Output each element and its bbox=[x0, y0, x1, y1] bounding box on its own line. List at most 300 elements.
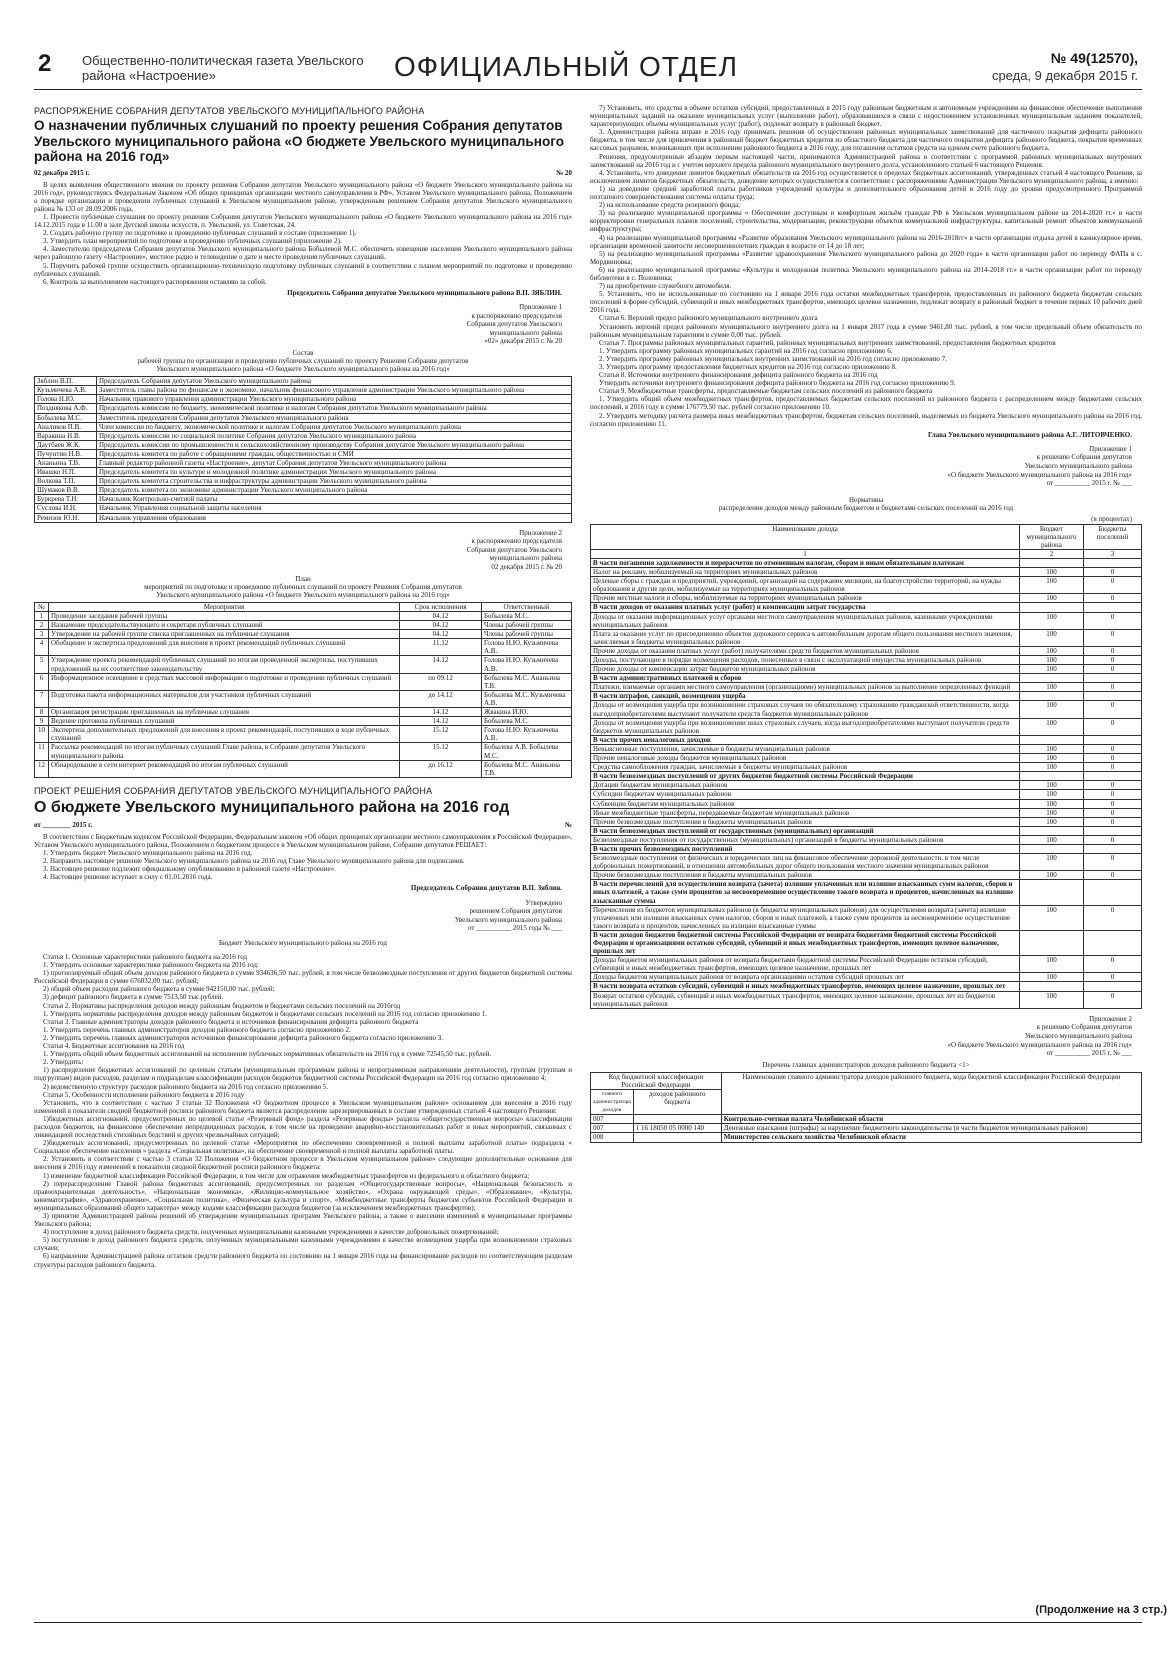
norm-row bbox=[591, 692, 1142, 701]
norm-row bbox=[591, 735, 1142, 744]
a1h-line: Приложение 1 bbox=[519, 302, 562, 311]
norm-cell: Доходы от оказания информационных услуг органами местного самоуправления муниципальных районов, казенными учреждениями муниципальных районов bbox=[591, 612, 1020, 629]
norm-row bbox=[591, 744, 1142, 753]
norm-cell: Доходы бюджетов муниципальных районов от возврата бюджетами бюджетной системы Российской Федерации остатков субсидий, субвенций и иных межбюджетных трансфертов, имеющих целевое назначение, прошлых лет bbox=[591, 956, 1020, 973]
member-row-cell: Председатель комитета по экономике администрации Увельского муниципального района bbox=[97, 486, 572, 495]
d1p-line: 5. Поручить рабочей группе осуществить организационно-техническую подготовку публичных слушаний в соответствии с планом мероприятий по подготовке и проведению публичных слушаний. bbox=[34, 261, 572, 278]
plan-header-cell: Срок исполнения bbox=[400, 602, 482, 611]
admin-row-cell bbox=[633, 1115, 721, 1124]
member-row bbox=[35, 459, 572, 468]
d1p-line: 3. Утвердить план мероприятий по подготовке и проведению публичных слушаний (приложение 2). bbox=[43, 237, 342, 246]
norm-cell: 100 bbox=[1020, 754, 1084, 763]
member-row-cell: Начальник Контрольно-счетной палаты bbox=[97, 495, 572, 504]
plan-row-cell: Бобылева М.С. Кузьмичева А.В. bbox=[482, 690, 572, 707]
plan-row-cell: 8 bbox=[35, 708, 49, 717]
norm-row bbox=[591, 603, 1142, 612]
member-row-cell: Ремизов Ю.Н. bbox=[35, 513, 97, 522]
norm-cell: 100 bbox=[1020, 629, 1084, 646]
right-body bbox=[590, 104, 1142, 428]
norm-cell: Плата за оказание услуг по присоединению объектов дорожного сервиса к автомобильным дорогам общего пользования местного значения, зачисляемая в бюджеты муниципальных районов bbox=[591, 629, 1020, 646]
plan-row bbox=[35, 743, 572, 760]
norm-cell: 100 bbox=[1020, 905, 1084, 930]
member-row-cell: Буркрева Т.Н. bbox=[35, 495, 97, 504]
member-row bbox=[35, 404, 572, 413]
plan-row-cell: 15.12 bbox=[400, 726, 482, 743]
member-row-cell: Председатель комитета по культуре и молодежной политике администрации Увельского муниципального района bbox=[97, 468, 572, 477]
norm-cell: 0 bbox=[1084, 817, 1142, 826]
a2t-line: План bbox=[295, 574, 311, 583]
d2b-line: 2) перераспределение Главой района бюджетных ассигнований, предусмотренных по разделам «Общегосударственные вопросы», «Национальная безопасность и правоохранительная деятельность», «Национальная экономика», «Жилищно-коммунальное хозяйство», «Охрана окружающей среды», «Образование», «Культура, кинематография», «Здравоохранение», «Социальная политика», «Физическая культура и спорт», «Межбюджетные трансферты бюджетам субъектов Российской Федерации и муниципальных образований общего характера» между кодами классификации расходов бюджетов (за исключением межбюджетных трансфертов); bbox=[34, 1179, 572, 1212]
norm-cell: Целевые сборы с граждан и предприятий, учреждений, организаций на содержание милиции, на благоустройство территорий, на нужды образования и другие цели, мобилизуемые на территориях муниципальных районов bbox=[591, 577, 1020, 594]
admin-row-cell: 007 bbox=[591, 1124, 634, 1133]
member-row-cell: Кузьмичева А.В. bbox=[35, 386, 97, 395]
plan-table bbox=[34, 602, 572, 778]
app1-title bbox=[34, 349, 572, 373]
norm-cell: 0 bbox=[1084, 701, 1142, 718]
norm-row bbox=[591, 568, 1142, 577]
d2b-line: 1)бюджетных ассигнований, предусмотренных по целевой статье «Резервный фонд» раздела «Резервные фонды» раздела «общегосударственные вопросы» классификации расходов бюджетов, на финансовое обеспечение непредвиденных расходов, в том числе на проведение аварийно-восстановительных работ и иных мероприятий, связанных с ликвидацией последствий стихийных бедствий и других чрезвычайных ситуаций; bbox=[34, 1114, 572, 1140]
norm-cell: 100 bbox=[1020, 956, 1084, 973]
norm-cell: 0 bbox=[1084, 799, 1142, 808]
norm-cell bbox=[1020, 558, 1084, 567]
norm-row bbox=[591, 854, 1142, 871]
plan-row-cell: Утверждение на рабочей группе списка приглашенных на публичные слушания bbox=[49, 630, 400, 639]
norm-cell: 0 bbox=[1084, 781, 1142, 790]
d2p-line: В соответствии с Бюджетным кодексом Российской Федерации, Федеральным законом «Об общих принципах организации местного самоуправления в Российской Федерации», Уставом Увельского муниципального района, Положением о бюджетном процессе в Увельском муниципальном районе, Собрание депутатов РЕШАЕТ: bbox=[34, 832, 572, 849]
norm-cell: 100 bbox=[1020, 594, 1084, 603]
d2p-line: 3. Настоящее решение подлежит официальному опубликованию в районной газете «Настроение». bbox=[43, 865, 336, 874]
admin-row-cell bbox=[633, 1133, 721, 1142]
doc1-number: № 20 bbox=[556, 168, 572, 177]
norm-cell bbox=[1084, 880, 1142, 905]
member-row bbox=[35, 422, 572, 431]
member-row-cell: Ананьина Т.В. bbox=[35, 459, 97, 468]
member-row-cell: Начальник правового управления администрации Увельского муниципального района bbox=[97, 395, 572, 404]
d2b-line: 2. Утвердить: bbox=[43, 1058, 84, 1067]
norm-cell: 100 bbox=[1020, 656, 1084, 665]
plan-row bbox=[35, 708, 572, 717]
rb-line: 5. Установить, что не использованные по состоянию на 1 января 2016 года остатки межбюджетных трансфертов, предоставленных из районного бюджета бюджетам сельских поселений в форме субсидий, субвенций и иных межбюджетных трансфертов, имеющих целевое назначение, подлежат возврату в районный бюджет в течение первых 10 рабочих дней 2016 года. bbox=[590, 290, 1142, 315]
admin-row bbox=[591, 1133, 1142, 1142]
plan-row-cell: Члены рабочей группы bbox=[482, 621, 572, 630]
norm-row bbox=[591, 826, 1142, 835]
norm-cell: 100 bbox=[1020, 744, 1084, 753]
plan-row-cell: 11 bbox=[35, 743, 49, 760]
norm-row bbox=[591, 835, 1142, 844]
app1-header bbox=[34, 303, 562, 346]
norm-cell bbox=[1020, 930, 1084, 955]
plan-row-cell: Бобылева А.В. Бобылева М.С. bbox=[482, 743, 572, 760]
norm-cell: 100 bbox=[1020, 646, 1084, 655]
member-row-cell: Председатель комиссии по промышленности и сельскохозяйственному производству Собрания депутатов Увельского муниципального района bbox=[97, 440, 572, 449]
rb-line: Статья 7. Программы районных муниципальных гарантий, районных муниципальных внутренних заимствований, предоставления бюджетных кредитов bbox=[599, 338, 1056, 347]
r2h-line: «О бюджете Увельского муниципального района на 2016 год» bbox=[947, 1040, 1132, 1049]
plan-header-cell: Мероприятия bbox=[49, 602, 400, 611]
norm-cell: 100 bbox=[1020, 568, 1084, 577]
rb-line: 1) на доведение средней заработной платы работников учреждений культуры и дополнительного образования детей в 2016 году до уровня предусмотренного Программой поэтапного совершенствования системы оплаты труда; bbox=[590, 184, 1142, 202]
member-row bbox=[35, 504, 572, 513]
norm-cell: 0 bbox=[1084, 991, 1142, 1008]
norm-cell: Возврат остатков субсидий, субвенций и иных межбюджетных трансфертов, имеющих целевое назначение, прошлых лет из бюджетов муниципальных районов bbox=[591, 991, 1020, 1008]
norm-row bbox=[591, 594, 1142, 603]
norm-row bbox=[591, 629, 1142, 646]
norm-cell: 0 bbox=[1084, 744, 1142, 753]
norm-cell: В части прочих безвозмездных поступлений bbox=[591, 844, 1020, 853]
norm-cell: 100 bbox=[1020, 701, 1084, 718]
norms-number-cell: 3 bbox=[1084, 549, 1142, 558]
norm-cell bbox=[1020, 844, 1084, 853]
rb-line: 7) на приобретение служебного автомобиля. bbox=[599, 282, 732, 291]
member-row-cell: Председатель Собрания депутатов Увельского муниципального района bbox=[97, 377, 572, 386]
doc1-paragraphs bbox=[34, 181, 572, 286]
plan-row-cell: 10 bbox=[35, 726, 49, 743]
admin-row-cell: Министерство сельского хозяйства Челябинской области bbox=[721, 1133, 1141, 1142]
norm-row bbox=[591, 577, 1142, 594]
a2h-line: Собрания депутатов Увельского bbox=[466, 545, 562, 554]
rb-line: Установить верхний предел районного муниципального внутреннего долга на 1 января 2017 года в сумме 9461,80 тыс. рублей, в том числе предельный объем обязательств по районным муниципальным гарантиям в сумме 0,00 тыс. рублей. bbox=[590, 322, 1142, 339]
a2h-line: муниципального района bbox=[489, 554, 562, 563]
norm-row bbox=[591, 646, 1142, 655]
member-row-cell: Заместитель главы района по финансам и экономике, начальник финансового управления администрации Увельского муниципального района bbox=[97, 386, 572, 395]
plan-row-cell: 9 bbox=[35, 717, 49, 726]
d2b-line: Статья 1. Основные характеристики районного бюджета на 2016 год bbox=[43, 953, 248, 961]
member-row-cell: Зяблин В.П. bbox=[35, 377, 97, 386]
norm-cell: 0 bbox=[1084, 835, 1142, 844]
d2b-line: 3) дефицит районного бюджета в сумме 7513,50 тыс.рублей. bbox=[43, 993, 224, 1002]
norm-cell bbox=[1020, 735, 1084, 744]
norm-cell: Невыясненные поступления, зачисляемые в бюджеты муниципальных районов bbox=[591, 744, 1020, 753]
norm-cell bbox=[1084, 735, 1142, 744]
admin-row-cell: 008 bbox=[591, 1133, 634, 1142]
norm-cell: Средства самообложения граждан, зачисляемые в бюджеты муниципальных районов bbox=[591, 763, 1020, 772]
plan-row-cell: Голова Н.Ю. Кузьмичева А.В. bbox=[482, 726, 572, 743]
plan-row bbox=[35, 656, 572, 673]
admin-row-cell: 007 bbox=[591, 1115, 634, 1124]
d2b-line: 2) общий объем расходов районного бюджета в сумме 942150,00 тыс. рублей; bbox=[43, 985, 275, 994]
doc1-dateline bbox=[34, 169, 572, 177]
plan-row-cell: 1 bbox=[35, 612, 49, 621]
member-row bbox=[35, 440, 572, 449]
d2p-line: 4. Настоящее решение вступает в силу с 01.01.2016 года. bbox=[43, 873, 213, 882]
plan-row-cell: 04.12 bbox=[400, 621, 482, 630]
plan-row-cell: Ведение протокола публичных слушаний bbox=[49, 717, 400, 726]
d2b-line: 2)бюджетных ассигнований, предусмотренных по целевой статье «Мероприятия по обеспечению своевременной и полной выплаты заработной платы» подраздела « Социальное обеспечение населения » раздела «Социальная политика», на обеспечение своевременной и полной выплаты заработной платы. bbox=[34, 1139, 572, 1156]
norm-row bbox=[591, 930, 1142, 955]
norm-cell: 0 bbox=[1084, 871, 1142, 880]
norm-cell bbox=[1020, 880, 1084, 905]
norm-cell: 100 bbox=[1020, 612, 1084, 629]
d2b-line: 1. Утвердить общий объем бюджетных ассигнований на исполнение публичных нормативных обязательств на 2016 год в сумме 72545,50 тыс. рублей. bbox=[43, 1050, 492, 1059]
plan-row-cell: 3 bbox=[35, 630, 49, 639]
admin-row bbox=[591, 1124, 1142, 1133]
d2b-line: 1. Утвердить нормативы распределения доходов между районным бюджетом и бюджетами сельских поселений на 2016 год согласно приложению 1. bbox=[43, 1009, 487, 1018]
plan-row-cell: Подготовка пакета информационных материалов для участников публичных слушаний bbox=[49, 690, 400, 707]
doc1-title: О назначении публичных слушаний по проекту решения Собрания депутатов Увельского муниципального района «О бюджете Увельского муниципального района на 2016 год» bbox=[34, 118, 565, 164]
app2-title bbox=[34, 575, 572, 599]
plan-row-cell: Обнародование в сети интернет рекомендаций по итогам публичных слушаний bbox=[49, 760, 400, 777]
member-row-cell: Даутбаев Ж.К. bbox=[35, 440, 97, 449]
rb-line: 1. Утвердить программу районных муниципальных гарантий на 2016 год согласно приложению 6. bbox=[599, 346, 893, 355]
member-row-cell: Председатель комиссии по бюджету, экономической политике и налогам Собрания депутатов Увельского муниципального района bbox=[97, 404, 572, 413]
norm-cell: 0 bbox=[1084, 956, 1142, 973]
member-row-cell: Бобылева М.С. bbox=[35, 413, 97, 422]
member-row-cell: Суслова И.Н. bbox=[35, 504, 97, 513]
norm-cell: 0 bbox=[1084, 594, 1142, 603]
norm-cell bbox=[1084, 844, 1142, 853]
a1h-line: «02» декабря 2015 г. № 20 bbox=[484, 337, 562, 346]
norm-cell: 0 bbox=[1084, 718, 1142, 735]
plan-row-cell: 11.12 bbox=[400, 639, 482, 656]
r1h-line: к решению Собрания депутатов bbox=[1036, 453, 1132, 462]
plan-row-cell: до 16.12 bbox=[400, 760, 482, 777]
norm-cell: Безвозмездные поступления от физических и юридических лиц на финансовое обеспечение дорожной деятельности, в том числе добровольных пожертвований, в отношении автомобильных дорог общего пользования местного значения муниципальных районов bbox=[591, 854, 1020, 871]
d2b-line: 1) распределение бюджетных ассигнований по целевым статьям (муниципальным программам района и непрограммным направлениям деятельности), группам (группам и подгруппам) видов расходов, разделам и подразделам классификации расходов бюджетов бюджетной системы Российской Федерации на 2016 год согласно приложению 4; bbox=[34, 1066, 572, 1083]
appr-line: от __________ 2015 года № ___ bbox=[467, 924, 562, 933]
d2b-line: Статья 2. Нормативы распределения доходов между районным бюджетом и бюджетами сельских поселений на 2016год bbox=[43, 1001, 401, 1010]
norm-cell: 0 bbox=[1084, 854, 1142, 871]
rb-line: 2. Утвердить программу районных муниципальных внутренних заимствований на 2016 год согласно приложению 7. bbox=[599, 354, 947, 363]
plan-row-cell: 6 bbox=[35, 673, 49, 690]
r1h-line: Приложение 1 bbox=[1089, 444, 1132, 453]
norm-cell: 0 bbox=[1084, 790, 1142, 799]
r1h-line: от __________ 2015 г. № ___ bbox=[1046, 479, 1132, 488]
d2p-line: 2. Направить настоящее решение Увельского муниципального района на 2016 год Главе Увельского муниципального района для подписания. bbox=[43, 857, 465, 866]
norm-cell: Прочие местные налоги и сборы, мобилизуемые на территориях муниципальных районов bbox=[591, 594, 1020, 603]
member-row bbox=[35, 449, 572, 458]
member-row bbox=[35, 477, 572, 486]
norm-row bbox=[591, 683, 1142, 692]
member-row-cell: Член комиссии по бюджету, экономической политике и налогам Собрания депутатов Увельского муниципального района bbox=[97, 422, 572, 431]
plan-row-cell: Жвакина И.Ю. bbox=[482, 708, 572, 717]
plan-row-cell: по 09.12 bbox=[400, 673, 482, 690]
norm-cell: Налог на рекламу, мобилизуемый на территориях муниципальных районов bbox=[591, 568, 1020, 577]
admin-row-cell: Контрольно-счетная палата Челябинской области bbox=[721, 1115, 1141, 1124]
member-row bbox=[35, 495, 572, 504]
rb-line: 4. Установить, что доведение лимитов бюджетных обязательств на 2016 год осуществляется в пределах бюджетных ассигнований, утвержденных статьей 4 настоящего Решения, за исключением лимитов бюджетных обязательств, доведение которых осуществляется в соответствии с распоряжениями Администрации Увельского муниципального района, а именно: bbox=[590, 168, 1142, 185]
admin-c1: главного администратора доходов bbox=[591, 1090, 634, 1115]
plan-row-cell: Бобылева М.С. Ананьина Т.В. bbox=[482, 673, 572, 690]
member-row bbox=[35, 468, 572, 477]
members-table bbox=[34, 376, 572, 523]
norms-title bbox=[590, 496, 1142, 512]
plan-row bbox=[35, 639, 572, 656]
a1h-line: к распоряжению председателя bbox=[471, 311, 562, 320]
plan-row-cell: 04.12 bbox=[400, 630, 482, 639]
issue-date: среда, 9 декабря 2015 г. bbox=[991, 68, 1138, 83]
budget-body bbox=[34, 953, 572, 1269]
r1h-line: «О бюджете Увельского муниципального района на 2016 год» bbox=[947, 470, 1132, 479]
norm-cell bbox=[1084, 674, 1142, 683]
norm-row bbox=[591, 982, 1142, 991]
norm-cell: 0 bbox=[1084, 683, 1142, 692]
masthead bbox=[34, 38, 1142, 90]
norm-cell: Иные межбюджетные трансферты, передаваемые бюджетам муниципальных районов bbox=[591, 808, 1020, 817]
norm-cell: 0 bbox=[1084, 646, 1142, 655]
norms-table bbox=[590, 524, 1142, 1009]
rb-line: 2) на использование средств резервного фонда; bbox=[599, 201, 741, 210]
plan-row-cell: Члены рабочей группы bbox=[482, 630, 572, 639]
norm-row bbox=[591, 973, 1142, 982]
d2b-line: 5) поступление в доход районного бюджета средств, полученных муниципальными казенными учреждениями в качестве возмещения ущерба при возникновении страховых случаев; bbox=[34, 1236, 572, 1253]
nt-line: распределения доходов между районным бюджетом и бюджетами сельских поселений на 2016 год bbox=[718, 503, 1014, 512]
norm-cell: 0 bbox=[1084, 612, 1142, 629]
norm-row bbox=[591, 754, 1142, 763]
issue-number: № 49(12570), bbox=[1050, 50, 1138, 66]
rb-line: 2. Утвердить методику расчета размера иных межбюджетных трансфертов, бюджетам сельских поселений, выделяемых из бюджета Увельского муниципального района на 2016 год, согласно приложению 11. bbox=[590, 411, 1142, 428]
doc1-signature: Председатель Собрания депутатов Увельского муниципального района В.П. ЗЯБЛИН. bbox=[287, 288, 562, 297]
appr-line: решением Собрания депутатов bbox=[469, 907, 562, 916]
member-row-cell: Ивашко Н.П. bbox=[35, 468, 97, 477]
norm-cell: 0 bbox=[1084, 808, 1142, 817]
footer-rule bbox=[34, 1622, 1142, 1623]
member-row-cell: Аналиков П.В. bbox=[35, 422, 97, 431]
r2h-line: Приложение 2 bbox=[1089, 1014, 1132, 1023]
a2h-line: 02 декабря 2015 г. № 20 bbox=[491, 563, 562, 572]
norm-cell: Доходы от возмещения ущерба при возникновении иных страховых случаев, когда выгодоприобретателями выступают получатели средств бюджетов муниципальных районов bbox=[591, 718, 1020, 735]
member-row bbox=[35, 513, 572, 522]
doc2-paragraphs bbox=[34, 833, 572, 882]
admin-row-cell: 1 16 18050 05 0000 140 bbox=[633, 1124, 721, 1133]
plan-row bbox=[35, 726, 572, 743]
norm-cell: 100 bbox=[1020, 854, 1084, 871]
plan-row bbox=[35, 612, 572, 621]
plan-row-cell: Голова Н.Ю. Кузьмичева А.В. bbox=[482, 656, 572, 673]
norm-cell: 100 bbox=[1020, 665, 1084, 674]
plan-row bbox=[35, 717, 572, 726]
right-app1-header bbox=[590, 445, 1132, 488]
plan-row-cell: 7 bbox=[35, 690, 49, 707]
norm-cell: 0 bbox=[1084, 568, 1142, 577]
admin-row bbox=[591, 1115, 1142, 1124]
norm-cell: В части доходов от оказания платных услуг (работ) и компенсации затрат государства bbox=[591, 603, 1020, 612]
norms-header-cell: Бюджеты поселений bbox=[1084, 524, 1142, 549]
plan-row bbox=[35, 690, 572, 707]
norm-cell: 100 bbox=[1020, 799, 1084, 808]
norm-cell: 100 bbox=[1020, 781, 1084, 790]
norm-row bbox=[591, 781, 1142, 790]
norm-cell: Доходы, поступающие в порядке возмещения расходов, понесенных в связи с эксплуатацией имущества муниципальных районов bbox=[591, 656, 1020, 665]
norm-row bbox=[591, 799, 1142, 808]
norm-cell: Дотации бюджетам муниципальных районов bbox=[591, 781, 1020, 790]
a2t-line: Увельского муниципального района «О бюджете Увельского муниципального района на 2016 год» bbox=[156, 590, 450, 599]
norm-cell: 0 bbox=[1084, 754, 1142, 763]
doc2-date: от ________ 2015 г. bbox=[34, 820, 93, 829]
plan-row-cell: Бобылева М.С. bbox=[482, 612, 572, 621]
doc2-number: № bbox=[564, 820, 572, 829]
norms-header-cell: Бюджет муниципального района bbox=[1020, 524, 1084, 549]
member-row bbox=[35, 377, 572, 386]
norm-row bbox=[591, 956, 1142, 973]
norm-cell bbox=[1084, 692, 1142, 701]
plan-row-cell: 5 bbox=[35, 656, 49, 673]
member-row-cell: Голова Н.Ю. bbox=[35, 395, 97, 404]
plan-row-cell: Назначение председательствующего и секретаря публичных слушаний bbox=[49, 621, 400, 630]
d2b-line: Статья 3. Главные администраторы доходов районного бюджета и источников финансирования дефицита районного бюджета bbox=[43, 1017, 419, 1026]
norm-cell: 100 bbox=[1020, 683, 1084, 692]
d1p-line: 2. Создать рабочую группу по подготовке и проведению публичных слушаний в составе (приложение 1). bbox=[43, 229, 357, 238]
d2b-line: 2. Установить в соответствии с частью 3 статьи 32 Положения «О бюджетном процессе в Увельском муниципальном районе» следующие дополнительные основания для внесения в 2016 году изменений в показатели сводной бюджетной росписи районного бюджета: bbox=[34, 1155, 572, 1172]
member-row-cell: Председатель комитета строительства и инфраструктуры администрации Увельского муниципального района bbox=[97, 477, 572, 486]
d2b-line: 3) принятие Администрацией района решений об утверждении муниципальных программ Увельского района, а также о внесении изменений в муниципальные программы Увельского района; bbox=[34, 1212, 572, 1229]
plan-row-cell: Утверждение проекта рекомендаций публичных слушаний по итогам проведенной экспертизы, поступивших предложений на их соответствие законодательству bbox=[49, 656, 400, 673]
doc2-dateline bbox=[34, 821, 572, 829]
norm-cell bbox=[1020, 826, 1084, 835]
d2b-line: 1. Утвердить перечень главных администраторов доходов районного бюджета согласно приложению 2. bbox=[43, 1025, 351, 1034]
norm-cell: 100 bbox=[1020, 577, 1084, 594]
a2h-line: Приложение 2 bbox=[519, 528, 562, 537]
d2b-line: Статья 5. Особенности исполнения районного бюджета в 2016 году bbox=[43, 1090, 245, 1099]
norm-cell: В части возврата остатков субсидий, субвенций и иных межбюджетных трансфертов, имеющих целевое назначение, прошлых лет bbox=[591, 982, 1020, 991]
budget-title: Бюджет Увельского муниципального района на 2016 год bbox=[218, 938, 387, 947]
rb-line: 3. Администрация района вправе в 2016 году принимать решения об осуществлении районных муниципальных заимствований для частичного покрытия дефицита районного бюджета, в том числе для привлечения в районный бюджет бюджетных кредитов из областного бюджета для частичного покрытия дефицита районного бюджета, покрытия временных кассовых разрывов, возникающих при исполнении районного бюджета в 2016 году, для погашения остатков средств на едином счете районного бюджета. bbox=[590, 128, 1142, 153]
r1h-line: Увельского муниципального района bbox=[1024, 462, 1132, 471]
rb-line: 1. Утвердить общий объем межбюджетных трансфертов, предоставляемых бюджетам сельских поселений из районного бюджета с распределением между бюджетами сельских поселений, в 2016 году в сумме 176779,50 тыс. рублей согласно приложению 10. bbox=[590, 395, 1142, 412]
plan-row bbox=[35, 621, 572, 630]
right-signature: Глава Увельского муниципального района А.Г. ЛИТОВЧЕНКО. bbox=[928, 430, 1132, 439]
plan-row-cell: 14.12 bbox=[400, 717, 482, 726]
section-title: ОФИЦИАЛЬНЫЙ ОТДЕЛ bbox=[394, 51, 738, 82]
admin-title: Перечень главных администраторов доходов районного бюджета <1> bbox=[762, 1060, 970, 1069]
norm-cell: Субвенции бюджетам муниципальных районов bbox=[591, 799, 1020, 808]
norm-cell: В части безвозмездных поступлений от государственных (муниципальных) организаций bbox=[591, 826, 1020, 835]
plan-row-cell: 04.12 bbox=[400, 612, 482, 621]
plan-row-cell: 15.12 bbox=[400, 743, 482, 760]
r2h-line: от __________ 2015 г. № ___ bbox=[1046, 1049, 1132, 1058]
norm-row bbox=[591, 844, 1142, 853]
norm-cell: В части погашения задолженности и перерасчетов по отмененным налогам, сборам и иным обязательным платежам bbox=[591, 558, 1020, 567]
norm-cell bbox=[1084, 772, 1142, 781]
norm-row bbox=[591, 701, 1142, 718]
norm-cell: 0 bbox=[1084, 905, 1142, 930]
d1p-line: В целях выявления общественного мнения по проекту решения Собрания депутатов Увельского муниципального района «О бюджете Увельского муниципального района на 2016 год», руководствуясь Федеральным Законом «Об общих принципах организации местного самоуправления в РФ», Уставом Увельского муниципального района, Положением о порядке организации и проведении публичных слушаний в Увельском муниципальном районе, утвержденным решением Собрания депутатов Увельского муниципального района № 133 от 28.09.2006 года, bbox=[34, 180, 572, 213]
r2h-line: к решению Собрания депутатов bbox=[1036, 1023, 1132, 1032]
a2h-line: к распоряжению председателя bbox=[471, 537, 562, 546]
member-row-cell: Волкова Т.П. bbox=[35, 477, 97, 486]
norm-row bbox=[591, 718, 1142, 735]
norm-cell: Субсидии бюджетам муниципальных районов bbox=[591, 790, 1020, 799]
norm-cell: Прочие доходы от оказания платных услуг (работ) получателями средств бюджетов муниципальных районов bbox=[591, 646, 1020, 655]
doc2-signature: Председатель Собрания депутатов В.П. Зяблин. bbox=[410, 884, 562, 893]
norm-cell bbox=[1020, 982, 1084, 991]
d2b-line: 1. Утвердить основные характеристики районного бюджета на 2016 год: bbox=[43, 961, 259, 970]
rb-line: Статья 8. Источники внутреннего финансирования дефицита районного бюджета на 2016 год bbox=[599, 371, 878, 380]
d2b-line: Установить, что в соответствии с частью 3 статьи 32 Положения «О бюджетном процессе в Увельском муниципальном районе» основанием для внесения в 2016 году изменений в показатели сводной бюджетной росписи районного бюджета является распределение зарезервированных в составе утвержденных статьей 4 настоящего Решения: bbox=[34, 1098, 572, 1115]
norms-header-cell: Наименование дохода bbox=[591, 524, 1020, 549]
member-row-cell: Варакина Н.В. bbox=[35, 431, 97, 440]
plan-row-cell: Бобылева М.С. Ананьина Т.В. bbox=[482, 760, 572, 777]
norm-cell: В части прочих неналоговых доходов bbox=[591, 735, 1020, 744]
plan-header-cell: № bbox=[35, 602, 49, 611]
rb-line: 5) на реализацию муниципальной программы «Развитие здравоохранения Увельского муниципального района до 2020 года» в части организации работ по переводу ФАПа в с. Мордвиновка; bbox=[590, 249, 1142, 266]
continued-note: (Продолжение на 3 стр.) bbox=[1035, 1604, 1167, 1616]
a1h-line: Собрания депутатов Увельского bbox=[466, 320, 562, 329]
member-row-cell: Председатель комиссии по социальной политике Собрания депутатов Увельского муниципального района bbox=[97, 431, 572, 440]
norm-cell: 100 bbox=[1020, 718, 1084, 735]
plan-row-cell: 2 bbox=[35, 621, 49, 630]
plan-row-cell: Экспертиза дополнительных предложений для внесения в проект рекомендаций, поступивших в ходе публичных слушаний bbox=[49, 726, 400, 743]
member-row-cell: Заместитель председателя Собрания депутатов Увельского муниципального района bbox=[97, 413, 572, 422]
member-row-cell: Пучунтин Н.В. bbox=[35, 449, 97, 458]
rb-line: Статья 6. Верхний предел районного муниципального внутреннего долга bbox=[599, 314, 818, 323]
rb-line: 4) на реализацию муниципальной программы «Развитие образования Увельского муниципального района на 2016-2018гг» в части организации отдыха детей в каникулярное время, организации временной занятости несовершеннолетних граждан в возрасте от 14 до 18 лет; bbox=[590, 233, 1142, 250]
a1t-line: рабочей группы по организации и проведению публичных слушаний по проекту Решения Собрания депутатов bbox=[137, 356, 469, 365]
norm-row bbox=[591, 808, 1142, 817]
norm-cell: 100 bbox=[1020, 763, 1084, 772]
a1t-line: Состав bbox=[292, 348, 314, 357]
d1p-line: 4. Заместителю председателя Собрания депутатов Увельского муниципального района Бобылевой М.С. обеспечить извещение населения Увельского муниципального района через районную газету «Настроение», местное радио и телевидение о дате и месте проведения публичных слушаний. bbox=[34, 245, 572, 262]
d1p-line: 1. Провести публичные слушания по проекту решения Собрания депутатов Увельского муниципального района «О бюджете Увельского муниципального района на 2016 год» 14.12.2015 года в 11.00 в зале Детской школы искусств, п. Увельский, ул. Советская, 24. bbox=[34, 212, 572, 230]
plan-row bbox=[35, 760, 572, 777]
